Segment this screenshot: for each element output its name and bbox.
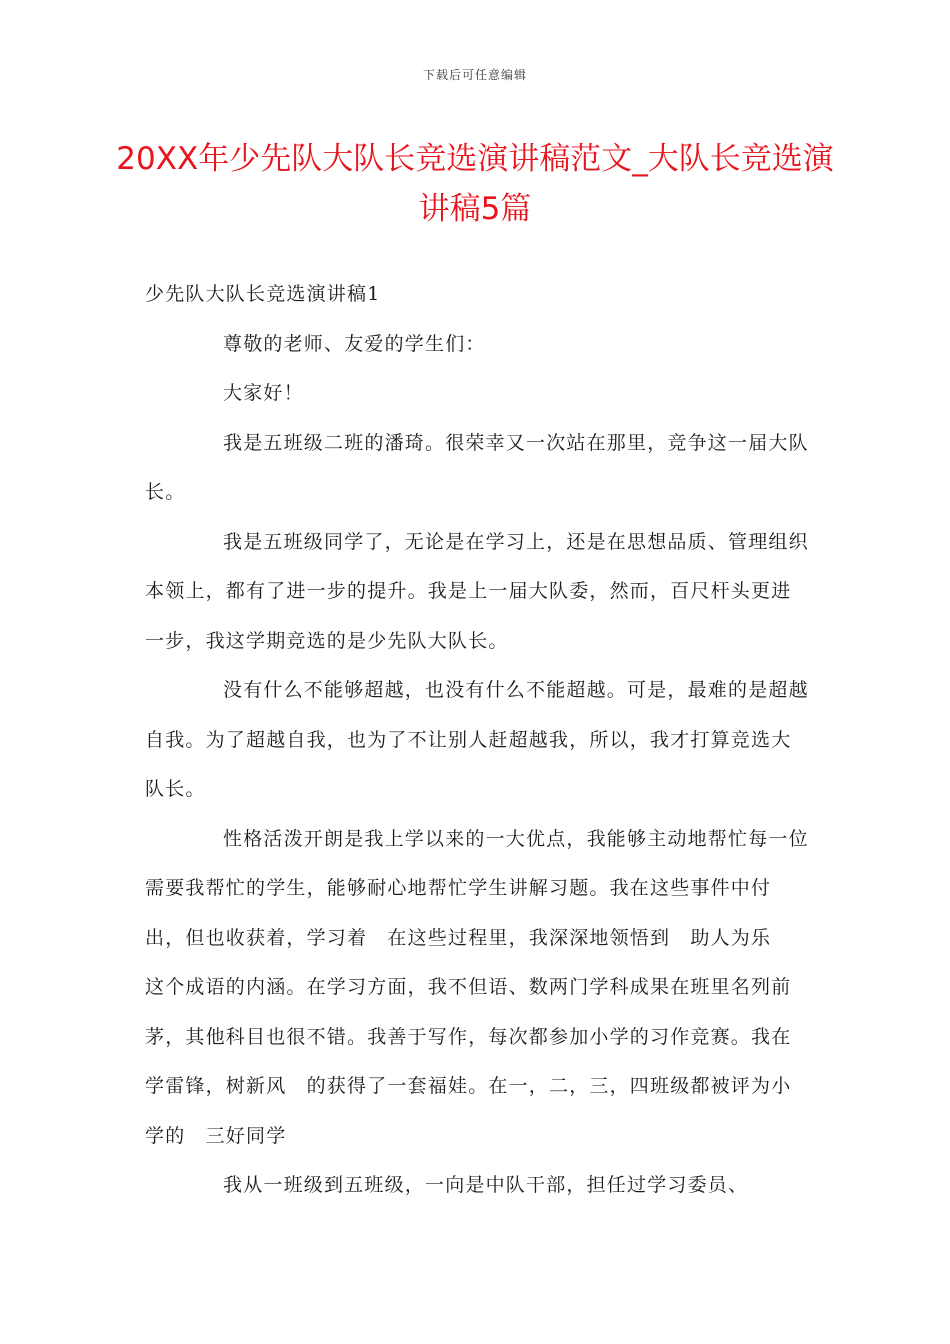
paragraph: 没有什么不能够超越，也没有什么不能超越。可是，最难的是超越自我。为了超越自我，也为了不让别人赶超越我，所以，我才打算竞选大队长。 xyxy=(145,679,809,800)
paragraph: 我是五班级同学了，无论是在学习上，还是在思想品质、管理组织本领上，都有了进一步的提升。我是上一届大队委，然而，百尺杆头更进一步，我这学期竞选的是少先队大队长。 xyxy=(145,530,809,652)
header-note: 下载后可任意编辑 xyxy=(422,68,527,82)
document-title: 20XX年少先队大队长竞选演讲稿范文_大队长竞选演讲稿5篇 xyxy=(116,141,834,227)
document-body xyxy=(145,270,810,1211)
paragraph: 我是五班级二班的潘琦。很荣幸又一次站在那里，竞争这一届大队长。 xyxy=(145,431,809,503)
paragraph-greeting: 大家好！ xyxy=(223,382,304,404)
paragraph: 性格活泼开朗是我上学以来的一大优点，我能够主动地帮忙每一位需要我帮忙的学生，能够耐心地帮忙学生讲解习题。我在这些事件中付出，但也收获着，学习着 在这些过程里，我深深地领悟到 助人为乐 这个成语的内涵。在学习方面，我不但语、数两门学科成果在班里名列前茅，其他科目也很不错。我善于写作，每次都参加小学的习作竞赛。我在 学雷锋，树新风 的获得了一套福娃。在一，二，三，四班级都被评为小学的 三好同学 xyxy=(145,827,812,1147)
paragraph-salutation: 尊敬的老师、友爱的学生们： xyxy=(223,332,486,355)
paragraph: 我从一班级到五班级，一向是中队干部，担任过学习委员、 xyxy=(223,1174,749,1196)
section-heading: 少先队大队长竞选演讲稿1 xyxy=(145,283,381,305)
